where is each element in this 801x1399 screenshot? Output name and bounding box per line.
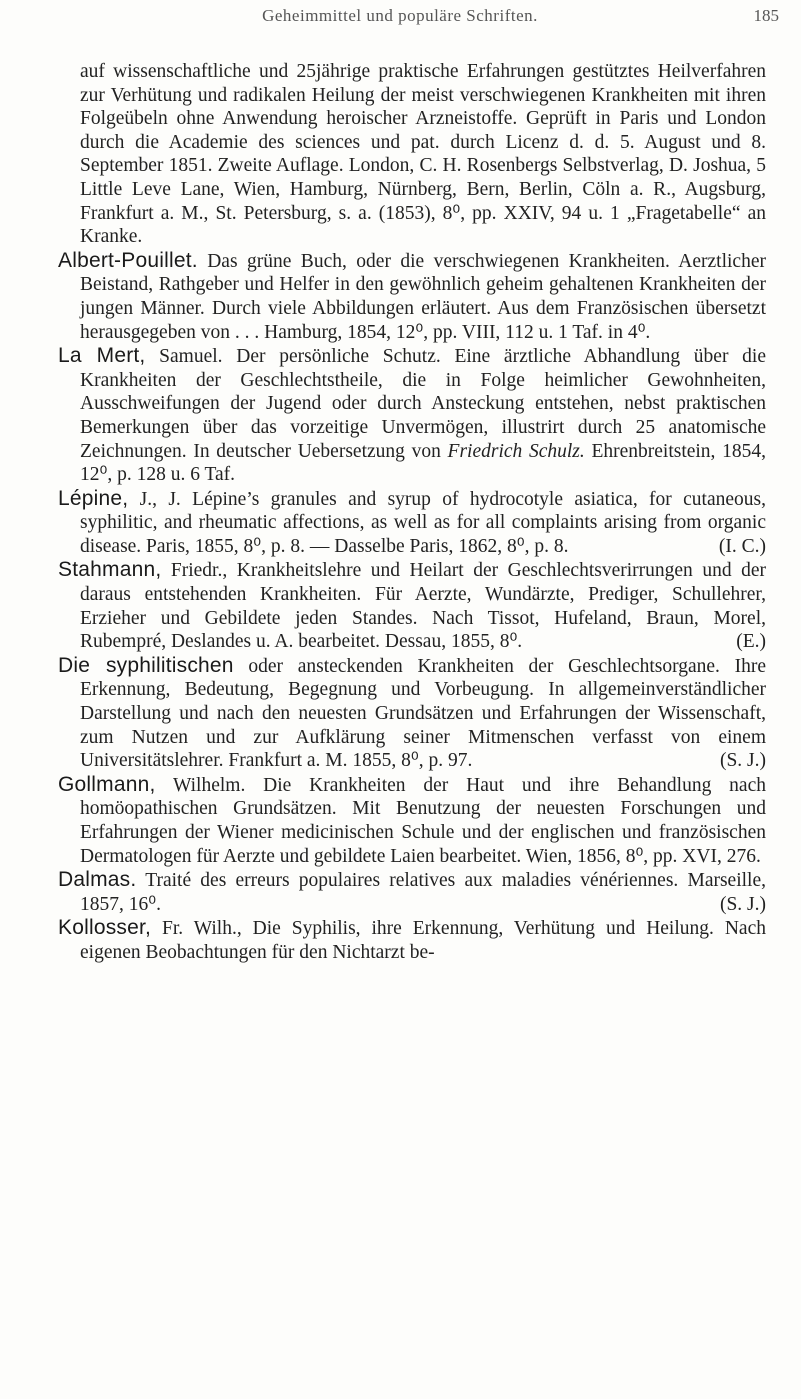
- entry-author: Kollosser,: [58, 916, 152, 940]
- entry-continuation: [58, 60, 766, 249]
- entry-signature: (S. J.): [719, 750, 766, 772]
- entry-author: La Mert,: [58, 344, 146, 368]
- entry-text: J., J. Lépine’s granules and syrup of hydrocotyle asiatica, for cutaneous, syphilitic, and rheumatic affections, as well as for all complaints arising from organic disease. Paris, 1855, 8⁰, p. 8. — Dasselbe Paris, 1862, 8⁰, p. 8.: [80, 488, 766, 557]
- bibliography-body: [58, 60, 766, 965]
- entry-text: Friedr., Krankheitslehre und Heilart der Geschlechtsverirrungen und der daraus entstehenden Krankheiten. Für Aerzte, Wundärzte, Prediger, Schullehrer, Erzieher und Gebildete jeden Standes. Nach Tissot, Hufeland, Braun, Morel, Rubempré, Deslandes u. A. bearbeitet. Dessau, 1855, 8⁰.: [80, 560, 766, 653]
- bibliography-entry: [58, 558, 766, 653]
- running-title: Geheimmittel und populäre Schriften.: [262, 6, 538, 25]
- entry-author: Die syphilitischen: [58, 653, 234, 677]
- entry-text: Wilhelm. Die Krankheiten der Haut und ihre Behandlung nach homöopathischen Grundsätzen. Mit Benutzung der neuesten Forschungen und Erfahrungen der Wiener medicinischen Schule und der englischen und französischen Dermatologen für Aerzte und gebildete Laien bearbeitet. Wien, 1856, 8⁰, pp. XVI, 276.: [80, 774, 766, 867]
- page-number: 185: [753, 6, 779, 25]
- entry-author: Albert-Pouillet.: [58, 248, 198, 272]
- bibliography-entry: [58, 773, 766, 868]
- bibliography-entry: [58, 654, 766, 773]
- entry-author: Lépine,: [58, 486, 129, 510]
- entry-text: oder ansteckenden Krankheiten der Geschlechtsorgane. Ihre Erkennung, Bedeutung, Begegnung und Vorbeugung. In allgemeinverständlicher Darstellung und nach den neuesten Grundsätzen und Erfahrungen der Wissenschaft, zum Nutzen und zur Aufklärung seiner Mitmenschen verfasst von einem Universitätslehrer. Frankfurt a. M. 1855, 8⁰, p. 97.: [80, 655, 767, 772]
- bibliography-entry: [58, 868, 766, 916]
- entry-signature: (E.): [736, 631, 766, 653]
- entry-signature: (I. C.): [718, 535, 766, 557]
- entry-signature: (S. J.): [719, 893, 766, 915]
- bibliography-entry: [58, 916, 766, 964]
- bibliography-entry: [58, 487, 766, 559]
- entry-text: Fr. Wilh., Die Syphilis, ihre Erkennung, Verhütung und Heilung. Nach eigenen Beobachtungen für den Nichtarzt be-: [80, 918, 766, 963]
- entry-author: Stahmann,: [58, 558, 162, 582]
- entry-text: Das grüne Buch, oder die verschwiegenen Krankheiten. Aerztlicher Beistand, Rathgeber und Helfer in den gewöhnlich geheim gehaltenen Krankheiten der jungen Männer. Durch viele Abbildungen erläutert. Aus dem Französischen übersetzt herausgegeben von . . . Hamburg, 1854, 12⁰, pp. VIII, 112 u. 1 Taf. in 4⁰.: [80, 250, 766, 343]
- entry-author: Dalmas.: [58, 868, 137, 892]
- entry-text: Traité des erreurs populaires relatives aux maladies vénériennes. Marseille, 1857, 16⁰.: [80, 870, 766, 915]
- bibliography-entry: [58, 249, 766, 344]
- entry-italic-name: Friedrich Schulz.: [447, 440, 585, 462]
- entry-text: Ehrenbreitstein, 1854, 12⁰, p. 128 u. 6 Taf.: [80, 440, 766, 486]
- bibliography-entry: [58, 344, 766, 487]
- entry-author: Gollmann,: [58, 772, 156, 796]
- entry-text: Samuel. Der persönliche Schutz. Eine ärztliche Abhandlung über die Krankheiten der Geschlechtstheile, die in Folge heimlicher Gewohnheiten, Ausschweifungen der Jugend oder durch Ansteckung entstehen, nebst praktischen Bemerkungen über das vorzeitige Unvermögen, illustrirt durch 25 anatomische Zeichnungen. In deutscher Uebersetzung von: [80, 346, 766, 462]
- entry-text: auf wissenschaftliche und 25jährige praktische Erfahrungen gestütztes Heilverfahren zur Verhütung und radikalen Heilung der meist verschwiegenen Krankheiten mit ihren Folgeübeln ohne Anwendung heroischer Arzneistoffe. Geprüft in Paris und London durch die Academie des sciences und pat. durch Licenz d. d. 5. August und 8. September 1851. Zweite Auflage. London, C. H. Rosenbergs Selbstverlag, D. Joshua, 5 Little Leve Lane, Wien, Hamburg, Nürnberg, Bern, Berlin, Cöln a. R., Augsburg, Frankfurt a. M., St. Petersburg, s. a. (1853), 8⁰, pp. XXIV, 94 u. 1 „Fragetabelle“ an Kranke.: [80, 61, 766, 248]
